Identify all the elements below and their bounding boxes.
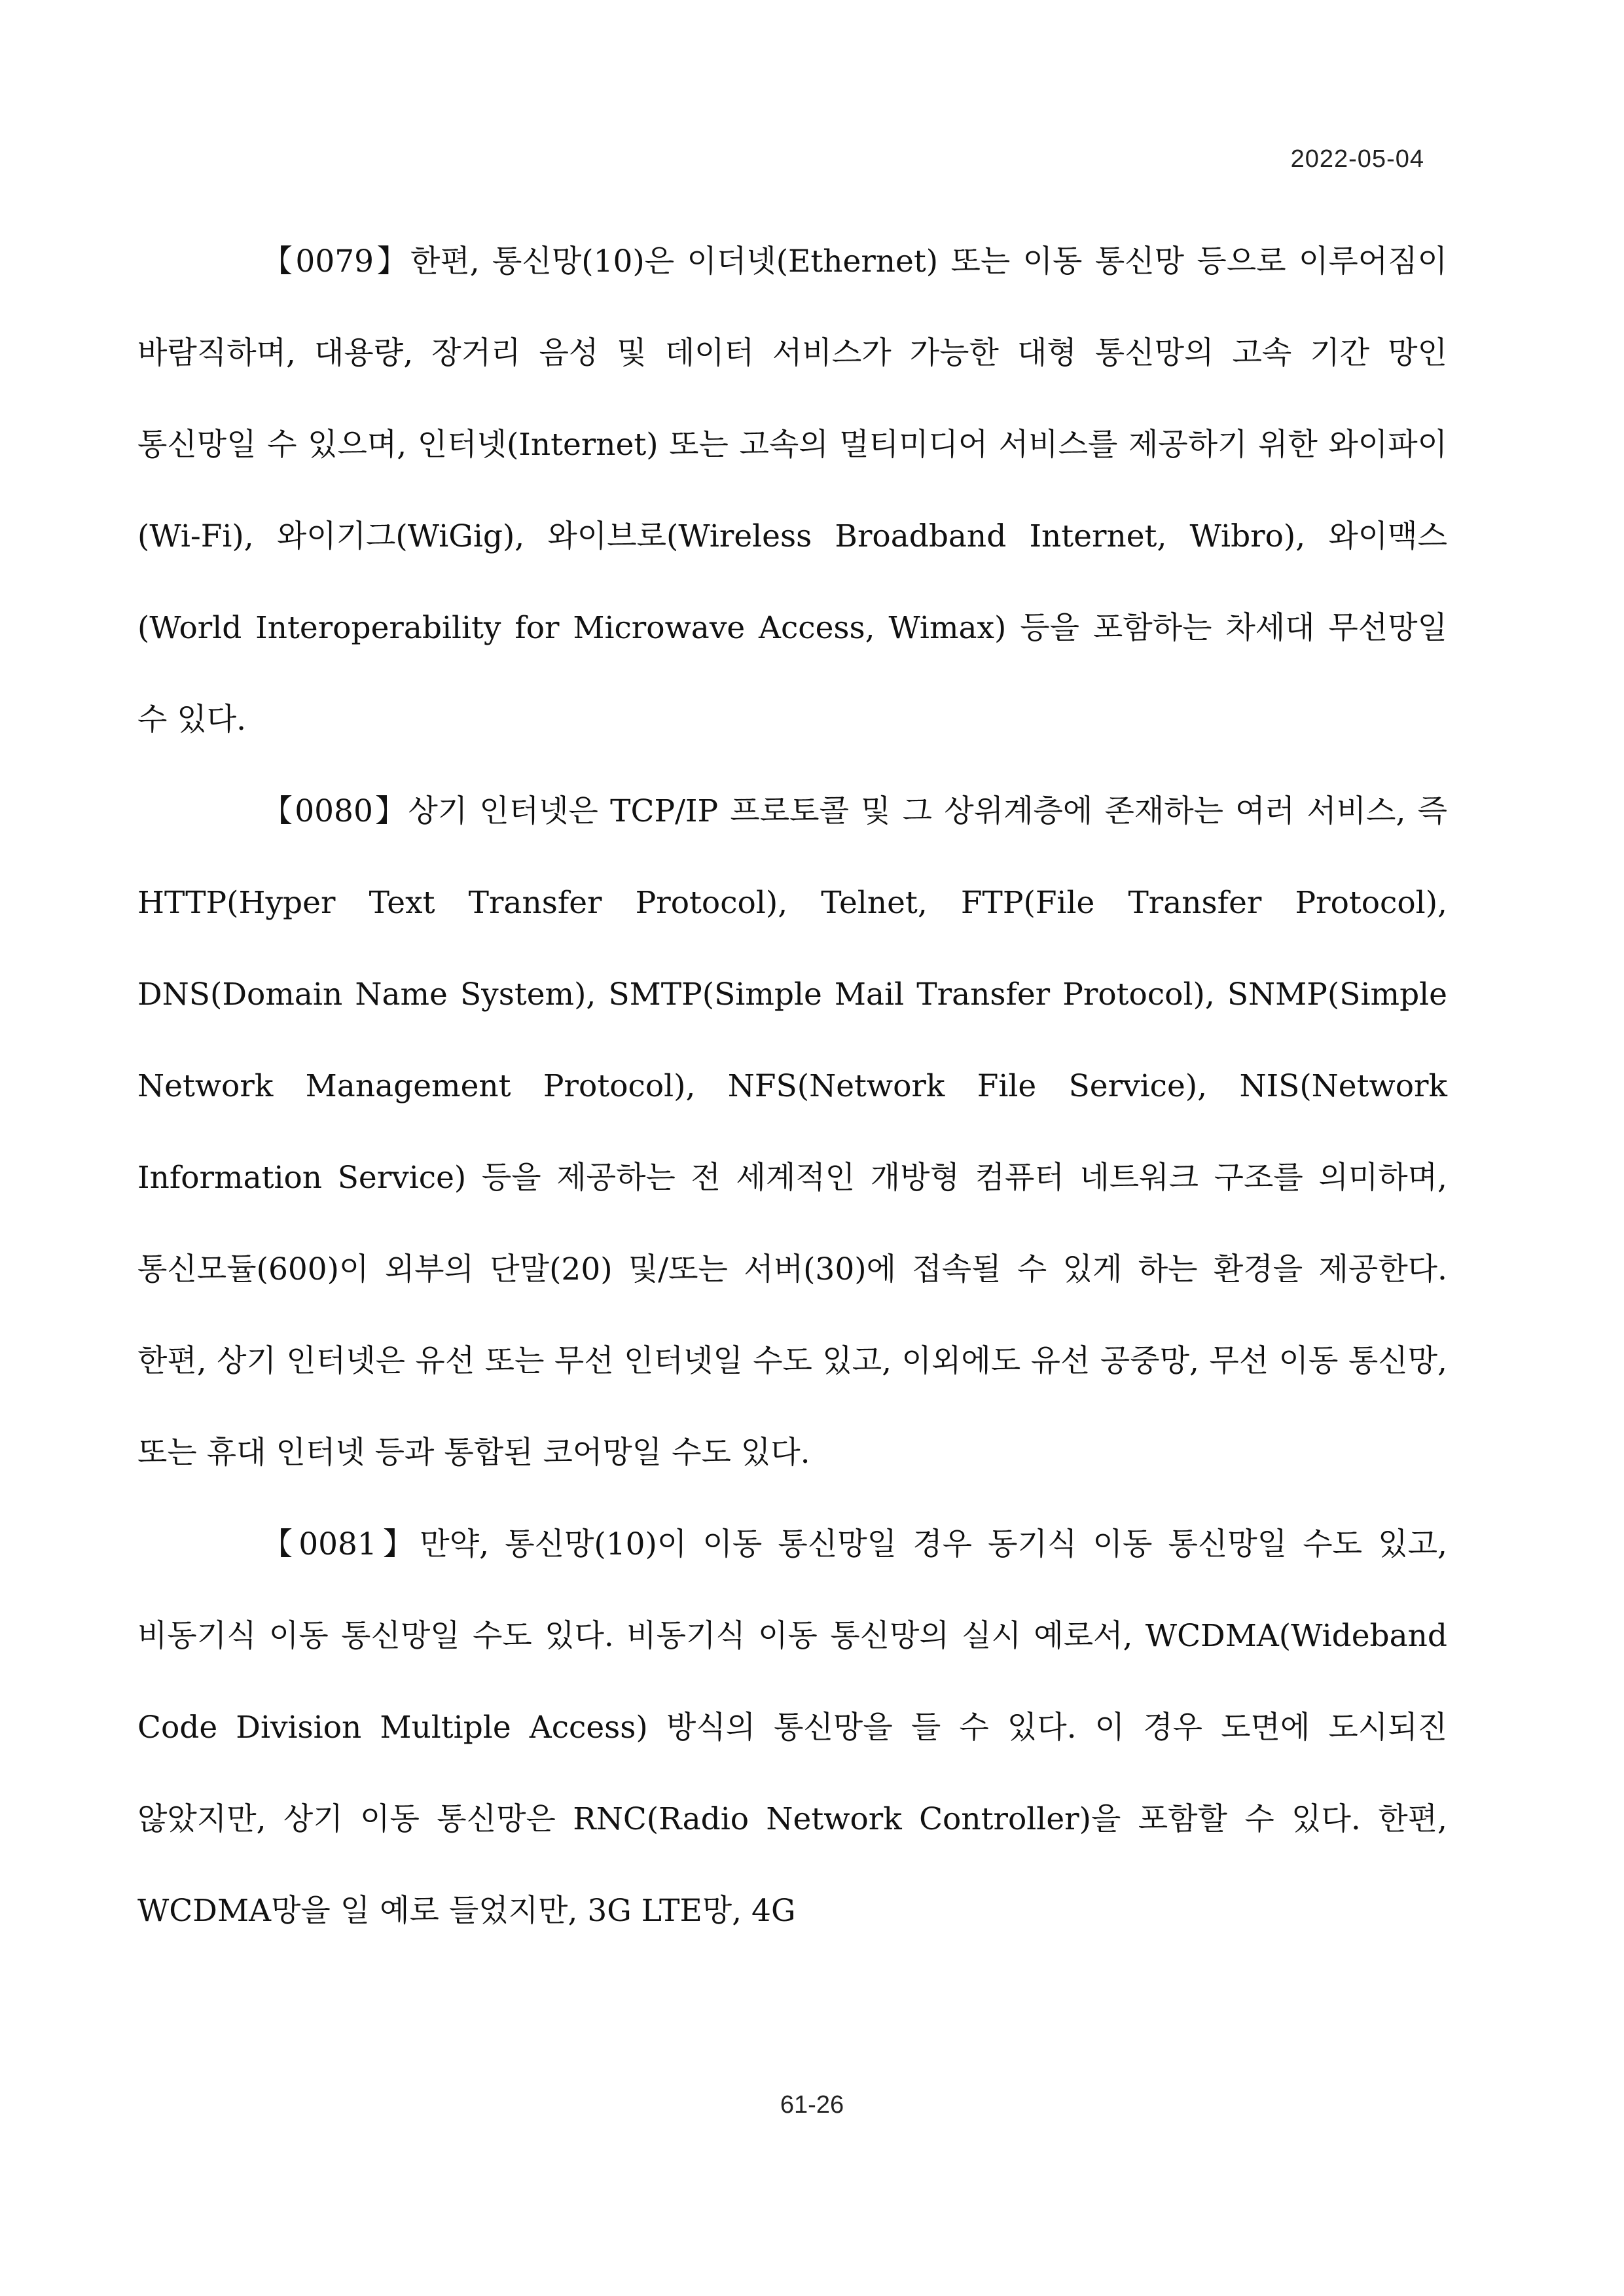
paragraph-0081 bbox=[137, 1499, 1447, 1957]
document-body bbox=[137, 216, 1447, 1957]
paragraph-text: 상기 인터넷은 TCP/IP 프로토콜 및 그 상위계층에 존재하는 여러 서비스, 즉 HTTP(Hyper Text Transfer Protocol), Telnet, FTP(File Transfer Protocol), DNS(Domain Name System), SMTP(Simple Mail Transfer Protocol), SNMP(Simple Network Management Protocol), NFS(Network File Service), NIS(Network Information Service) 등을 제공하는 전 세계적인 개방형 컴퓨터 네트워크 구조를 의미하며, 통신모듈(600)이 외부의 단말(20) 및/또는 서버(30)에 접속될 수 있게 하는 환경을 제공한다. 한편, 상기 인터넷은 유선 또는 무선 인터넷일 수도 있고, 이외에도 유선 공중망, 무선 이동 통신망, 또는 휴대 인터넷 등과 통합된 코어망일 수도 있다. bbox=[137, 793, 1447, 1471]
paragraph-number: 【0081】 bbox=[262, 1526, 420, 1562]
document-date: 2022-05-04 bbox=[1290, 145, 1424, 173]
paragraph-number: 【0079】 bbox=[262, 243, 410, 279]
paragraph-0079 bbox=[137, 216, 1447, 766]
paragraph-text: 만약, 통신망(10)이 이동 통신망일 경우 동기식 이동 통신망일 수도 있고, 비동기식 이동 통신망일 수도 있다. 비동기식 이동 통신망의 실시 예로서, WCDMA(Wideband Code Division Multiple Access) 방식의 통신망을 들 수 있다. 이 경우 도면에 도시되진 않았지만, 상기 이동 통신망은 RNC(Radio Network Controller)을 포함할 수 있다. 한편, WCDMA망을 일 예로 들었지만, 3G LTE망, 4G bbox=[137, 1526, 1447, 1929]
paragraph-number: 【0080】 bbox=[262, 793, 408, 829]
paragraph-text: 한편, 통신망(10)은 이더넷(Ethernet) 또는 이동 통신망 등으로 이루어짐이 바람직하며, 대용량, 장거리 음성 및 데이터 서비스가 가능한 대형 통신망의 고속 기간 망인 통신망일 수 있으며, 인터넷(Internet) 또는 고속의 멀티미디어 서비스를 제공하기 위한 와이파이(Wi-Fi), 와이기그(WiGig), 와이브로(Wireless Broadband Internet, Wibro), 와이맥스(World Interoperability for Microwave Access, Wimax) 등을 포함하는 차세대 무선망일 수 있다. bbox=[137, 243, 1447, 738]
page-number: 61-26 bbox=[780, 2091, 844, 2119]
paragraph-0080 bbox=[137, 766, 1447, 1499]
